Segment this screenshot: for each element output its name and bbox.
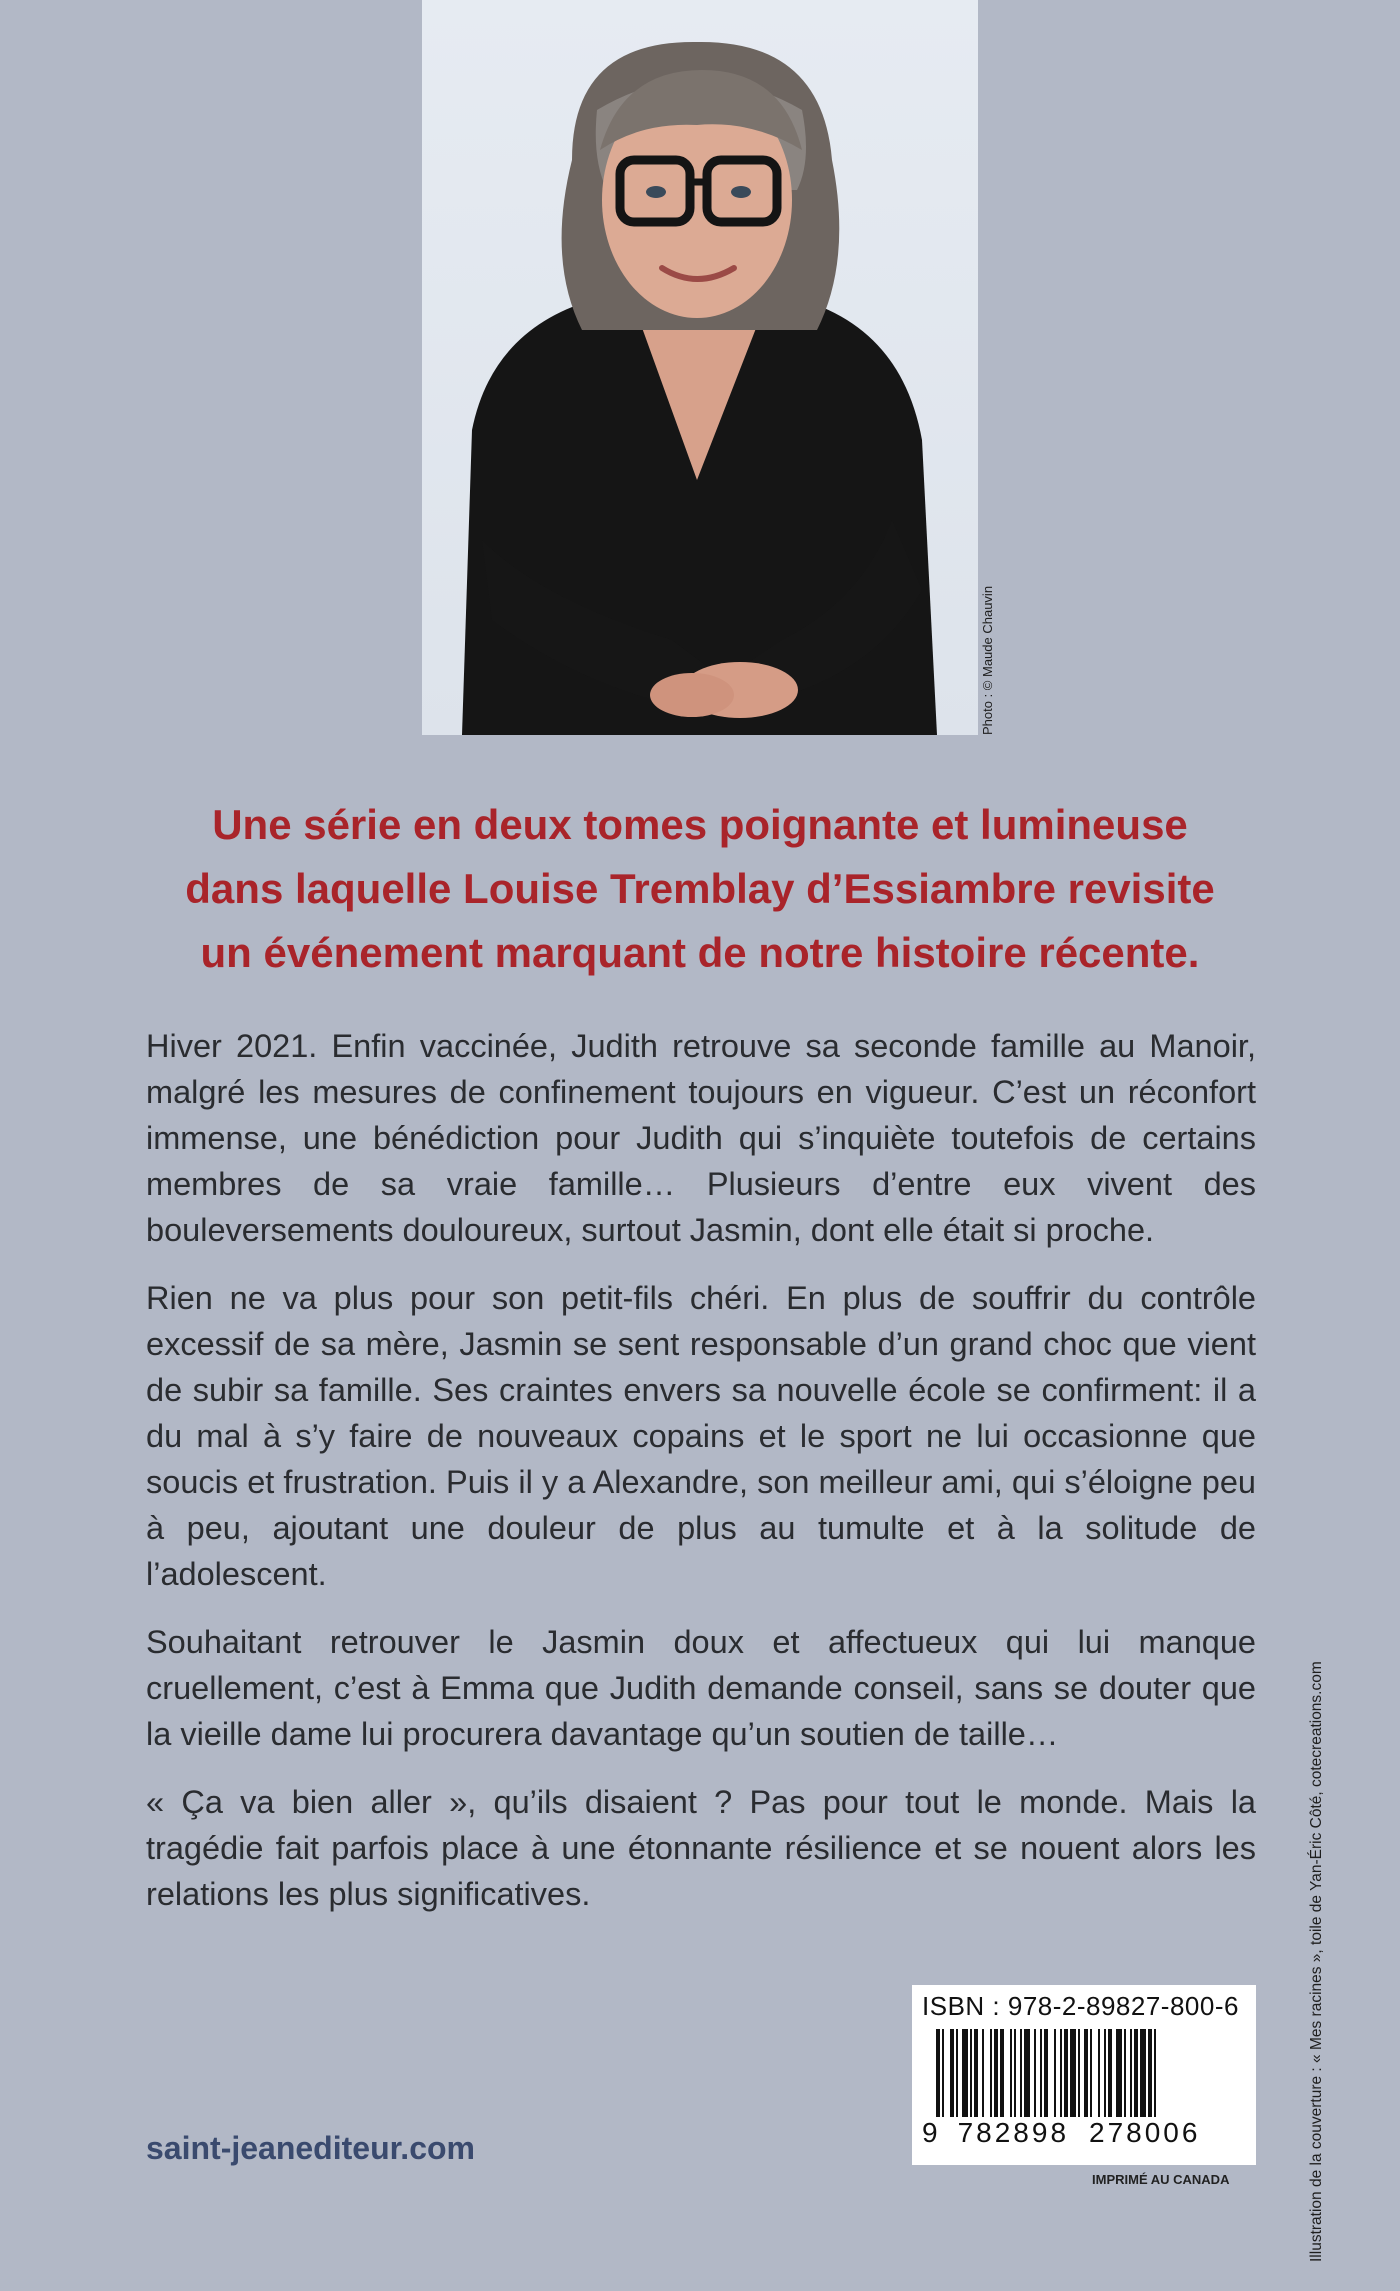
barcode-bar <box>1000 2029 1004 2117</box>
barcode-bars <box>936 2029 1236 2117</box>
barcode-digits-left: 782898 <box>957 2117 1070 2148</box>
isbn-number: ISBN : 978-2-89827-800-6 <box>922 1991 1239 2021</box>
barcode-bar <box>1130 2029 1132 2117</box>
barcode-bar <box>1020 2029 1022 2117</box>
synopsis-paragraph: Souhaitant retrouver le Jasmin doux et affectueux qui lui manque cruellement, c’est à Emma que Judith demande conseil, sans se douter que la vieille dame lui procurera davantage qu’un soutien de taille… <box>146 1624 1256 1752</box>
barcode-bar <box>962 2029 968 2117</box>
barcode-bar <box>1140 2029 1146 2117</box>
isbn-barcode <box>912 1985 1256 2165</box>
barcode-bar <box>942 2029 944 2117</box>
barcode-bar <box>1034 2029 1036 2117</box>
barcode-bar <box>1104 2029 1106 2117</box>
cover-illustration-credit: Illustration de la couverture : « Mes racines », toile de Yan-Éric Côté, cotecreations.com <box>1308 1661 1325 2262</box>
barcode-bar <box>970 2029 972 2117</box>
barcode-bar <box>950 2029 954 2117</box>
barcode-bar <box>1064 2029 1068 2117</box>
barcode-bar <box>1154 2029 1156 2117</box>
barcode-bar <box>1098 2029 1100 2117</box>
barcode-bar <box>1010 2029 1012 2117</box>
tagline-line: dans laquelle Louise Tremblay d’Essiambre revisite <box>185 865 1215 912</box>
barcode-bar <box>1084 2029 1088 2117</box>
synopsis <box>146 1023 1256 1939</box>
barcode-digits <box>922 2117 1246 2149</box>
tagline-line: Une série en deux tomes poignante et lumineuse <box>212 801 1188 848</box>
barcode-bar <box>1108 2029 1112 2117</box>
author-photo <box>422 0 978 735</box>
printed-in-canada: IMPRIMÉ AU CANADA <box>1092 2172 1230 2187</box>
barcode-bar <box>1124 2029 1126 2117</box>
barcode-bar <box>1060 2029 1062 2117</box>
author-portrait-illustration <box>422 0 978 735</box>
barcode-bar <box>1014 2029 1016 2117</box>
barcode-digits-right: 278006 <box>1089 2117 1201 2148</box>
barcode-digit-first: 9 <box>922 2117 938 2148</box>
barcode-bar <box>994 2029 998 2117</box>
synopsis-paragraph: Hiver 2021. Enfin vaccinée, Judith retrouve sa seconde famille au Manoir, malgré les mesures de confinement toujours en vigueur. C’est un réconfort immense, une bénédiction pour Judith qui s’inquiète toutefois de certains membres de sa vraie famille… Plusieurs d’entre eux vivent des bouleversements douloureux, surtout Jasmin, dont elle était si proche. <box>146 1028 1256 1248</box>
tagline-line: un événement marquant de notre histoire récente. <box>200 929 1200 976</box>
barcode-bar <box>956 2029 958 2117</box>
barcode-bar <box>1070 2029 1076 2117</box>
barcode-bar <box>1044 2029 1048 2117</box>
tagline <box>120 793 1280 985</box>
barcode-bar <box>1024 2029 1030 2117</box>
barcode-bar <box>974 2029 978 2117</box>
publisher-website[interactable]: saint-jeanediteur.com <box>146 2130 475 2166</box>
barcode-bar <box>982 2029 984 2117</box>
barcode-bar <box>1054 2029 1056 2117</box>
barcode-bar <box>1090 2029 1092 2117</box>
barcode-bar <box>1040 2029 1042 2117</box>
barcode-bar <box>1148 2029 1152 2117</box>
barcode-bar <box>1116 2029 1122 2117</box>
barcode-bar <box>936 2029 940 2117</box>
photo-credit: Photo : © Maude Chauvin <box>980 585 995 735</box>
synopsis-paragraph: Rien ne va plus pour son petit-fils chéri. En plus de souffrir du contrôle excessif de sa mère, Jasmin se sent responsable d’un grand choc que vient de subir sa famille. Ses craintes envers sa nouvelle école se confirment: il a du mal à s’y faire de nouveaux copains et le sport ne lui occasionne que soucis et frustration. Puis il y a Alexandre, son meilleur ami, qui s’éloigne peu à peu, ajoutant une douleur de plus au tumulte et à la solitude de l’adolescent. <box>146 1280 1256 1592</box>
barcode-bar <box>1078 2029 1080 2117</box>
synopsis-paragraph: « Ça va bien aller », qu’ils disaient ? Pas pour tout le monde. Mais la tragédie fait parfois place à une étonnante résilience et se nouent alors les relations les plus significatives. <box>146 1784 1256 1912</box>
barcode-bar <box>1134 2029 1138 2117</box>
barcode-bar <box>990 2029 992 2117</box>
